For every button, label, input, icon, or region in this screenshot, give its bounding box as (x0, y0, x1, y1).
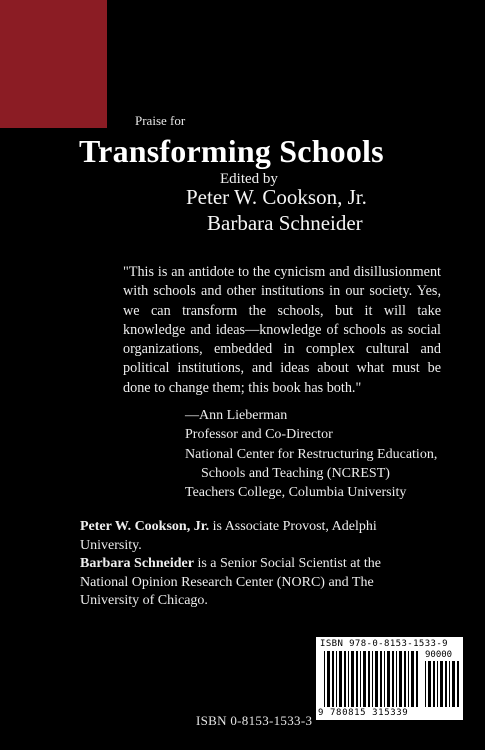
barcode-bar (348, 651, 349, 707)
edited-by-label: Edited by (220, 171, 278, 187)
isbn-barcode (316, 637, 463, 720)
barcode-digits: 9 780815 315339 (318, 708, 409, 718)
bio-name: Peter W. Cookson, Jr. (80, 519, 210, 534)
endorser-name: —Ann Lieberman (185, 408, 288, 423)
endorser-center-cont: Schools and Teaching (NCREST) (201, 465, 390, 481)
barcode-bar (457, 661, 459, 707)
barcode-bar (452, 661, 455, 707)
bio-name: Barbara Schneider (80, 556, 194, 571)
endorsement-quote: "This is an antidote to the cynicism and disillusionment with schools and other institutions in our society. Yes, we can transform the schools, but it will take knowledge and ideas—knowledge of schools as social organizations, embedded in complex cultural and political institutions, and ideas about what must be done to change them; this book has both." (123, 264, 441, 396)
barcode-bar (332, 651, 334, 707)
editor-name: Barbara Schneider (207, 211, 363, 235)
barcode-bar (351, 651, 354, 707)
endorsement-attribution (185, 406, 465, 502)
barcode-bar (336, 651, 337, 707)
barcode-bar (380, 651, 382, 707)
barcode-bar (339, 651, 342, 707)
barcode-bar (387, 651, 390, 707)
bio-paragraph (80, 555, 400, 611)
bio-text: is Associate Provost, Adelphi University. (80, 519, 377, 553)
barcode-bar (408, 651, 409, 707)
barcode-price-code: 90000 (425, 650, 453, 660)
barcode-bar (324, 651, 325, 707)
barcode-bar (372, 651, 373, 707)
barcode-bar (449, 661, 450, 707)
barcode-bar (411, 651, 414, 707)
barcode-bar (445, 661, 447, 707)
barcode-bar (368, 651, 370, 707)
book-title: Transforming Schools (79, 133, 384, 169)
endorser-center: National Center for Restructuring Education, (185, 446, 438, 462)
red-accent-band (0, 0, 107, 128)
endorser-role: Professor and Co-Director (185, 427, 333, 443)
barcode-bar (416, 651, 418, 707)
barcode-bar (327, 651, 330, 707)
barcode-bar (356, 651, 358, 707)
bio-text: is a Senior Social Scientist at the National Opinion Research Center (NORC) and The University of Chicago. (80, 556, 381, 608)
barcode-bar (396, 651, 397, 707)
barcode-isbn-label: ISBN 978-0-8153-1533-9 (320, 639, 449, 649)
barcode-bar (440, 661, 443, 707)
editor-bios (80, 518, 400, 611)
editor-name: Peter W. Cookson, Jr. (186, 185, 367, 209)
barcode-bar (384, 651, 385, 707)
barcode-bar (392, 651, 394, 707)
barcode-bar (428, 661, 431, 707)
bio-paragraph (80, 518, 400, 555)
barcode-bar (360, 651, 361, 707)
praise-for-label: Praise for (135, 113, 186, 128)
barcode-bar (404, 651, 406, 707)
barcode-bar (437, 661, 438, 707)
barcode-bar (399, 651, 402, 707)
endorser-institution: Teachers College, Columbia University (185, 485, 407, 501)
barcode-bar (344, 651, 346, 707)
isbn-footer: ISBN 0-8153-1533-3 (196, 713, 313, 728)
barcode-bar (425, 661, 426, 707)
barcode-bar (433, 661, 435, 707)
barcode-bar (375, 651, 378, 707)
barcode-bar (363, 651, 366, 707)
